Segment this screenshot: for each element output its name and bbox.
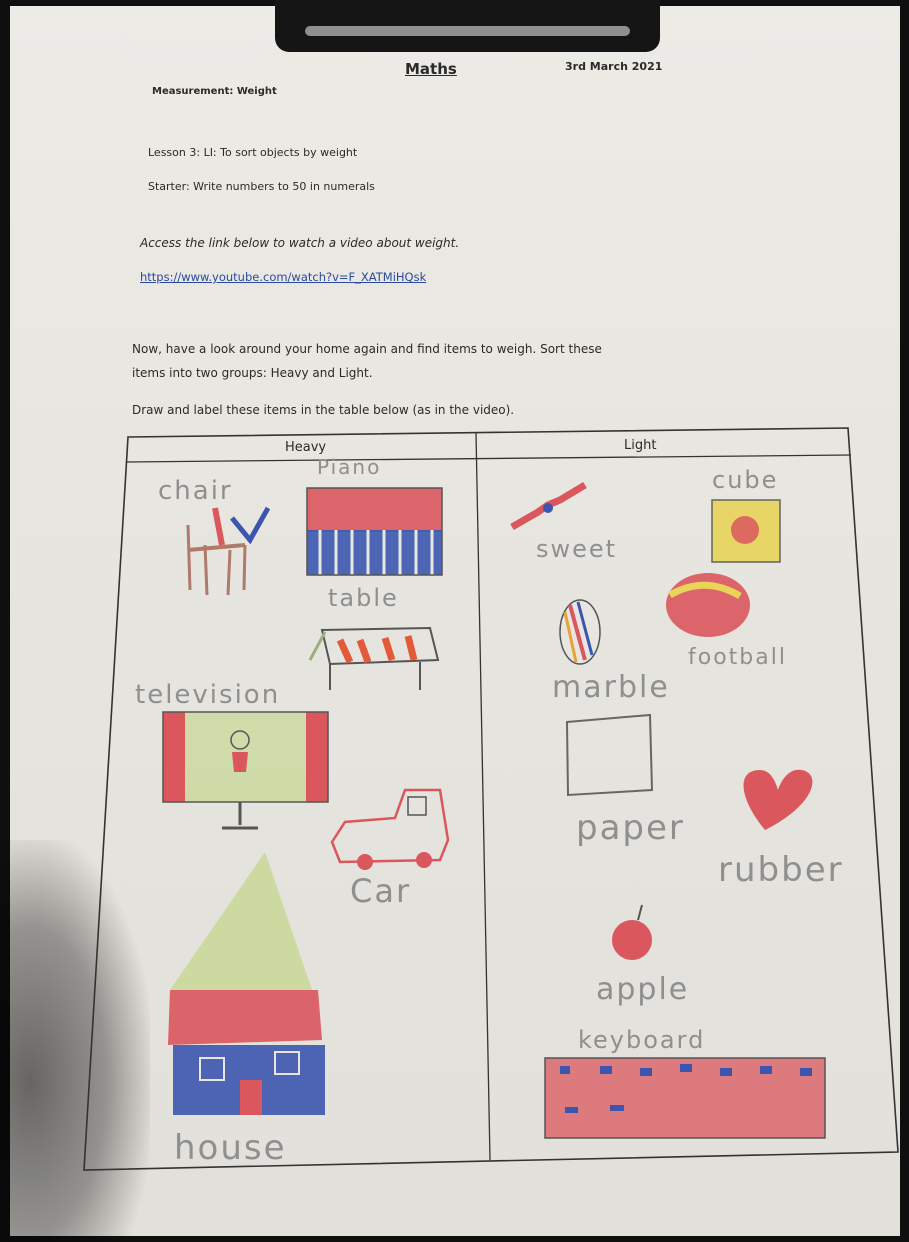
rubber-label: rubber <box>718 850 844 890</box>
chair-label: chair <box>158 476 233 506</box>
worksheet-date: 3rd March 2021 <box>565 60 663 73</box>
sweet-label: sweet <box>536 535 618 563</box>
heavy-column-header: Heavy <box>285 440 327 455</box>
house-drawing <box>168 852 325 1115</box>
rubber-drawing <box>744 770 813 830</box>
instruction-line-2: items into two groups: Heavy and Light. <box>132 366 373 380</box>
television-label: television <box>135 680 281 710</box>
light-column-header: Light <box>624 438 657 453</box>
marble-drawing <box>560 600 600 664</box>
chair-drawing <box>188 508 268 595</box>
house-label: house <box>174 1128 287 1168</box>
keyboard-label: keyboard <box>578 1026 706 1054</box>
table-label: table <box>328 584 399 612</box>
video-link[interactable]: https://www.youtube.com/watch?v=F_XATMiHQsk <box>140 270 427 284</box>
sweet-drawing <box>512 485 585 527</box>
lesson-objective: Lesson 3: LI: To sort objects by weight <box>148 146 358 159</box>
paper-drawing <box>567 715 652 795</box>
cube-label: cube <box>712 466 779 494</box>
piano-drawing <box>307 488 442 575</box>
cube-drawing <box>712 500 780 562</box>
table-header-line <box>127 455 851 462</box>
paper-label: paper <box>576 808 685 848</box>
starter-task: Starter: Write numbers to 50 in numerals <box>148 180 375 193</box>
car-drawing <box>332 790 448 870</box>
instruction-line-3: Draw and label these items in the table below (as in the video). <box>132 403 515 417</box>
subject-title: Maths <box>405 60 457 78</box>
apple-drawing <box>612 905 652 960</box>
piano-label: Piano <box>317 455 382 479</box>
football-label: football <box>688 645 787 670</box>
football-drawing <box>666 573 750 637</box>
car-label: Car <box>350 872 412 910</box>
table-divider <box>476 433 490 1160</box>
marble-label: marble <box>552 670 670 705</box>
instruction-line-1: Now, have a look around your home again and find items to weigh. Sort these <box>132 342 602 356</box>
table-drawing <box>310 628 438 690</box>
keyboard-drawing <box>545 1058 825 1138</box>
apple-label: apple <box>596 972 690 1007</box>
topic-label: Measurement: Weight <box>152 86 277 97</box>
television-drawing <box>163 712 328 828</box>
access-instruction: Access the link below to watch a video about weight. <box>140 236 460 250</box>
